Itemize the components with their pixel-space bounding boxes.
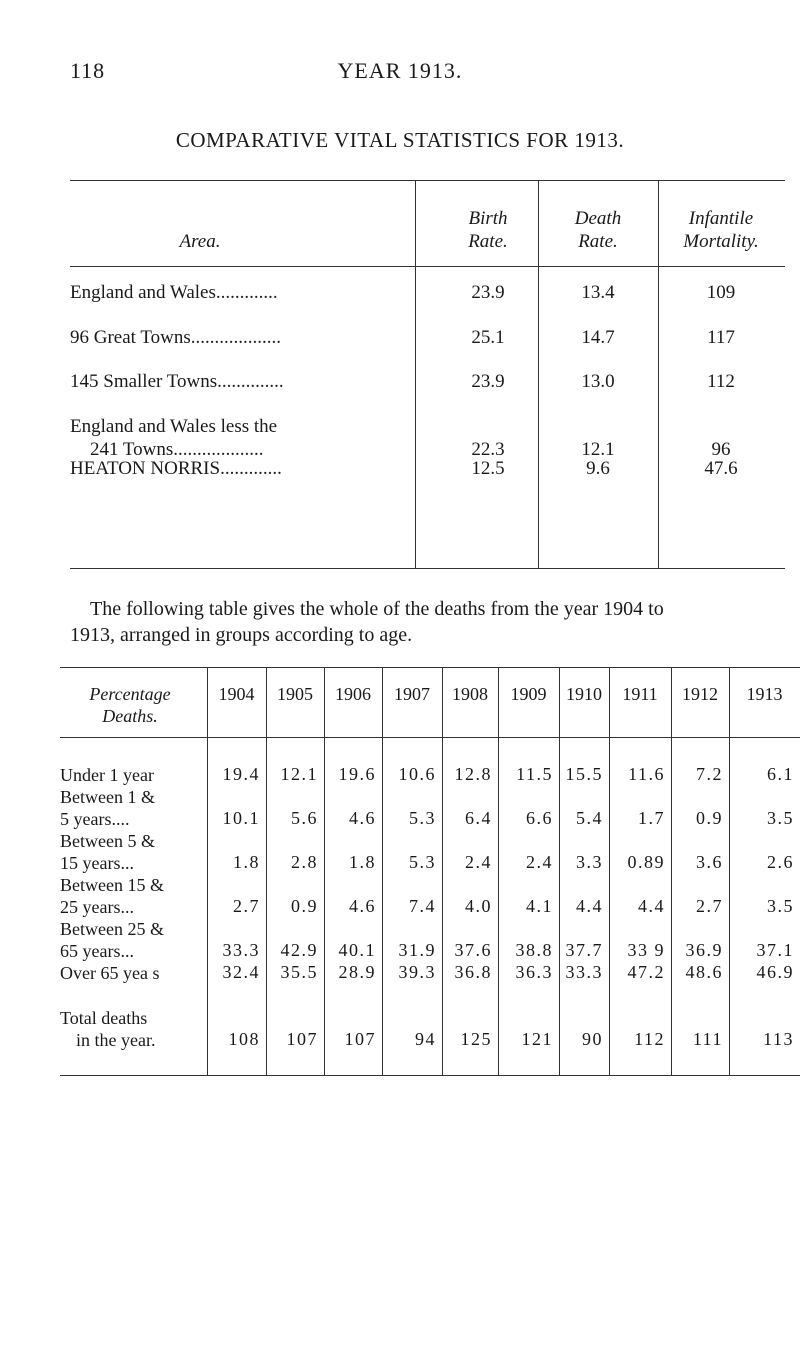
table-cell: 37.7 xyxy=(565,940,603,960)
year-header: 1907 xyxy=(394,684,430,704)
table-cell: 2.8 xyxy=(291,852,318,872)
table-cell: 3.3 xyxy=(576,852,603,872)
year-header: 1912 xyxy=(682,684,718,704)
column-header-line: Birth xyxy=(468,208,508,229)
table-cell: 0.9 xyxy=(291,896,318,916)
year-header: 1908 xyxy=(452,684,488,704)
table-cell: 2.7 xyxy=(696,896,723,916)
table-cell: 31.9 xyxy=(398,940,436,960)
table-cell: 12.1 xyxy=(280,764,318,784)
running-head: YEAR 1913. xyxy=(337,58,463,83)
intro-paragraph-line-1: The following table gives the whole of the deaths from the year 1904 to xyxy=(90,598,664,620)
table-cell: 5.3 xyxy=(409,852,436,872)
column-header-line: Death xyxy=(574,208,622,229)
table-cell: 0.89 xyxy=(627,852,665,872)
column-header-line: Percentage xyxy=(89,684,171,704)
table-cell: 6.4 xyxy=(465,808,492,828)
row-label: Over 65 yea s xyxy=(60,963,160,983)
table-cell: 113 xyxy=(763,1029,794,1049)
table-cell: 36.3 xyxy=(515,962,553,982)
table-cell: 12.5 xyxy=(471,458,505,479)
table-cell: 2.4 xyxy=(526,852,553,872)
row-label: 145 Smaller Towns.............. xyxy=(70,371,284,392)
table-cell: 14.7 xyxy=(581,327,615,348)
table-cell: 107 xyxy=(344,1029,376,1049)
table-cell: 7.2 xyxy=(696,764,723,784)
table-cell: 47.2 xyxy=(627,962,665,982)
table-cell: 25.1 xyxy=(471,327,505,348)
row-label: HEATON NORRIS............. xyxy=(70,458,282,479)
table-cell: 46.9 xyxy=(756,962,794,982)
column-header-line: Rate. xyxy=(468,231,508,252)
table-cell: 33.3 xyxy=(222,940,260,960)
table-cell: 4.6 xyxy=(349,896,376,916)
table-rule-bottom xyxy=(60,1075,800,1076)
intro-paragraph-line-2: 1913, arranged in groups according to age. xyxy=(70,624,413,646)
year-header: 1910 xyxy=(566,684,602,704)
column-header-line: Deaths. xyxy=(102,706,158,726)
row-label: 5 years.... xyxy=(60,809,130,829)
table-rule-top xyxy=(70,180,785,181)
year-header: 1905 xyxy=(277,684,313,704)
table-cell: 11.6 xyxy=(628,764,665,784)
table-cell: 96 xyxy=(711,439,731,460)
table-cell: 9.6 xyxy=(586,458,610,479)
table-cell: 2.6 xyxy=(767,852,794,872)
year-header: 1906 xyxy=(335,684,371,704)
vital-statistics-table xyxy=(70,180,785,570)
table-cell: 121 xyxy=(521,1029,553,1049)
table-cell: 22.3 xyxy=(471,439,505,460)
intro-paragraph xyxy=(70,596,790,648)
table-cell: 12.1 xyxy=(581,439,615,460)
table-cell: 7.4 xyxy=(409,896,436,916)
table-rule-top xyxy=(60,667,800,668)
table-cell: 5.4 xyxy=(576,808,603,828)
table-cell: 4.0 xyxy=(465,896,492,916)
page-title: COMPARATIVE VITAL STATISTICS FOR 1913. xyxy=(175,128,625,152)
table-cell: 47.6 xyxy=(704,458,738,479)
table-cell: 2.4 xyxy=(465,852,492,872)
table-cell: 13.4 xyxy=(581,282,615,303)
table-cell: 1.8 xyxy=(233,852,260,872)
table-cell: 112 xyxy=(634,1029,665,1049)
table-rule-header xyxy=(60,737,800,738)
table-cell: 6.6 xyxy=(526,808,553,828)
table-cell: 19.6 xyxy=(338,764,376,784)
column-header-line: Mortality. xyxy=(683,231,759,252)
table-cell: 1.8 xyxy=(349,852,376,872)
table-cell: 90 xyxy=(582,1029,603,1049)
table-cell: 94 xyxy=(415,1029,436,1049)
table-cell: 12.8 xyxy=(454,764,492,784)
table-cell: 35.5 xyxy=(280,962,318,982)
row-label: England and Wales............. xyxy=(70,282,278,303)
table-cell: 117 xyxy=(707,327,735,348)
table-cell: 19.4 xyxy=(222,764,260,784)
table-cell: 3.6 xyxy=(696,852,723,872)
table-cell: 15.5 xyxy=(565,764,603,784)
deaths-by-age-table xyxy=(60,667,800,1077)
row-label: Under 1 year xyxy=(60,765,154,785)
page-number: 118 xyxy=(70,58,106,83)
table-cell: 4.4 xyxy=(638,896,665,916)
table-cell: 36.9 xyxy=(685,940,723,960)
table-cell: 48.6 xyxy=(685,962,723,982)
table-cell: 0.9 xyxy=(696,808,723,828)
row-label: Between 25 & xyxy=(60,919,164,939)
table-cell: 37.6 xyxy=(454,940,492,960)
column-header xyxy=(125,230,275,253)
column-header xyxy=(646,207,796,253)
table-cell: 36.8 xyxy=(454,962,492,982)
row-label: in the year. xyxy=(76,1030,156,1050)
table-cell: 3.5 xyxy=(767,896,794,916)
row-label: 96 Great Towns................... xyxy=(70,327,281,348)
table-cell: 11.5 xyxy=(516,764,553,784)
table-cell: 3.5 xyxy=(767,808,794,828)
table-cell: 10.6 xyxy=(398,764,436,784)
table-cell: 10.1 xyxy=(222,808,260,828)
table-cell: 4.4 xyxy=(576,896,603,916)
table-cell: 125 xyxy=(460,1029,492,1049)
year-header: 1904 xyxy=(218,684,255,704)
table-cell: 108 xyxy=(228,1029,260,1049)
row-label: Total deaths xyxy=(60,1008,148,1028)
table-cell: 6.1 xyxy=(767,764,794,784)
table-cell: 33.3 xyxy=(565,962,603,982)
table-cell: 109 xyxy=(706,282,736,303)
table-rule-header xyxy=(70,266,785,267)
column-header-line: Rate. xyxy=(578,231,618,252)
row-label: 15 years... xyxy=(60,853,134,873)
table-cell: 4.1 xyxy=(526,896,553,916)
table-cell: 42.9 xyxy=(280,940,318,960)
column-header-line: Infantile xyxy=(688,208,754,229)
row-label: England and Wales less the xyxy=(70,416,278,437)
row-label: Between 1 & xyxy=(60,787,155,807)
table-cell: 5.3 xyxy=(409,808,436,828)
column-header xyxy=(60,683,200,727)
table-cell: 2.7 xyxy=(233,896,260,916)
table-cell: 39.3 xyxy=(398,962,436,982)
table-cell: 13.0 xyxy=(581,371,615,392)
table-cell: 23.9 xyxy=(471,282,505,303)
table-rule-bottom xyxy=(70,568,785,569)
table-cell: 1.7 xyxy=(638,808,665,828)
table-cell: 38.8 xyxy=(515,940,553,960)
table-cell: 33 9 xyxy=(627,940,665,960)
row-label: 65 years... xyxy=(60,941,134,961)
row-label: Between 5 & xyxy=(60,831,155,851)
year-header: 1911 xyxy=(622,684,658,704)
table-cell: 37.1 xyxy=(756,940,794,960)
row-label: 25 years... xyxy=(60,897,134,917)
table-cell: 32.4 xyxy=(222,962,260,982)
column-header-line: Area. xyxy=(179,231,221,252)
table-cell: 112 xyxy=(707,371,735,392)
table-cell: 23.9 xyxy=(471,371,505,392)
table-cell: 107 xyxy=(286,1029,318,1049)
table-cell: 40.1 xyxy=(338,940,376,960)
row-label: 241 Towns................... xyxy=(90,439,264,460)
year-header: 1913 xyxy=(746,684,783,704)
table-cell: 111 xyxy=(692,1029,723,1049)
row-label: Between 15 & xyxy=(60,875,164,895)
year-header: 1909 xyxy=(510,684,547,704)
table-cell: 5.6 xyxy=(291,808,318,828)
table-cell: 4.6 xyxy=(349,808,376,828)
table-cell: 28.9 xyxy=(338,962,376,982)
